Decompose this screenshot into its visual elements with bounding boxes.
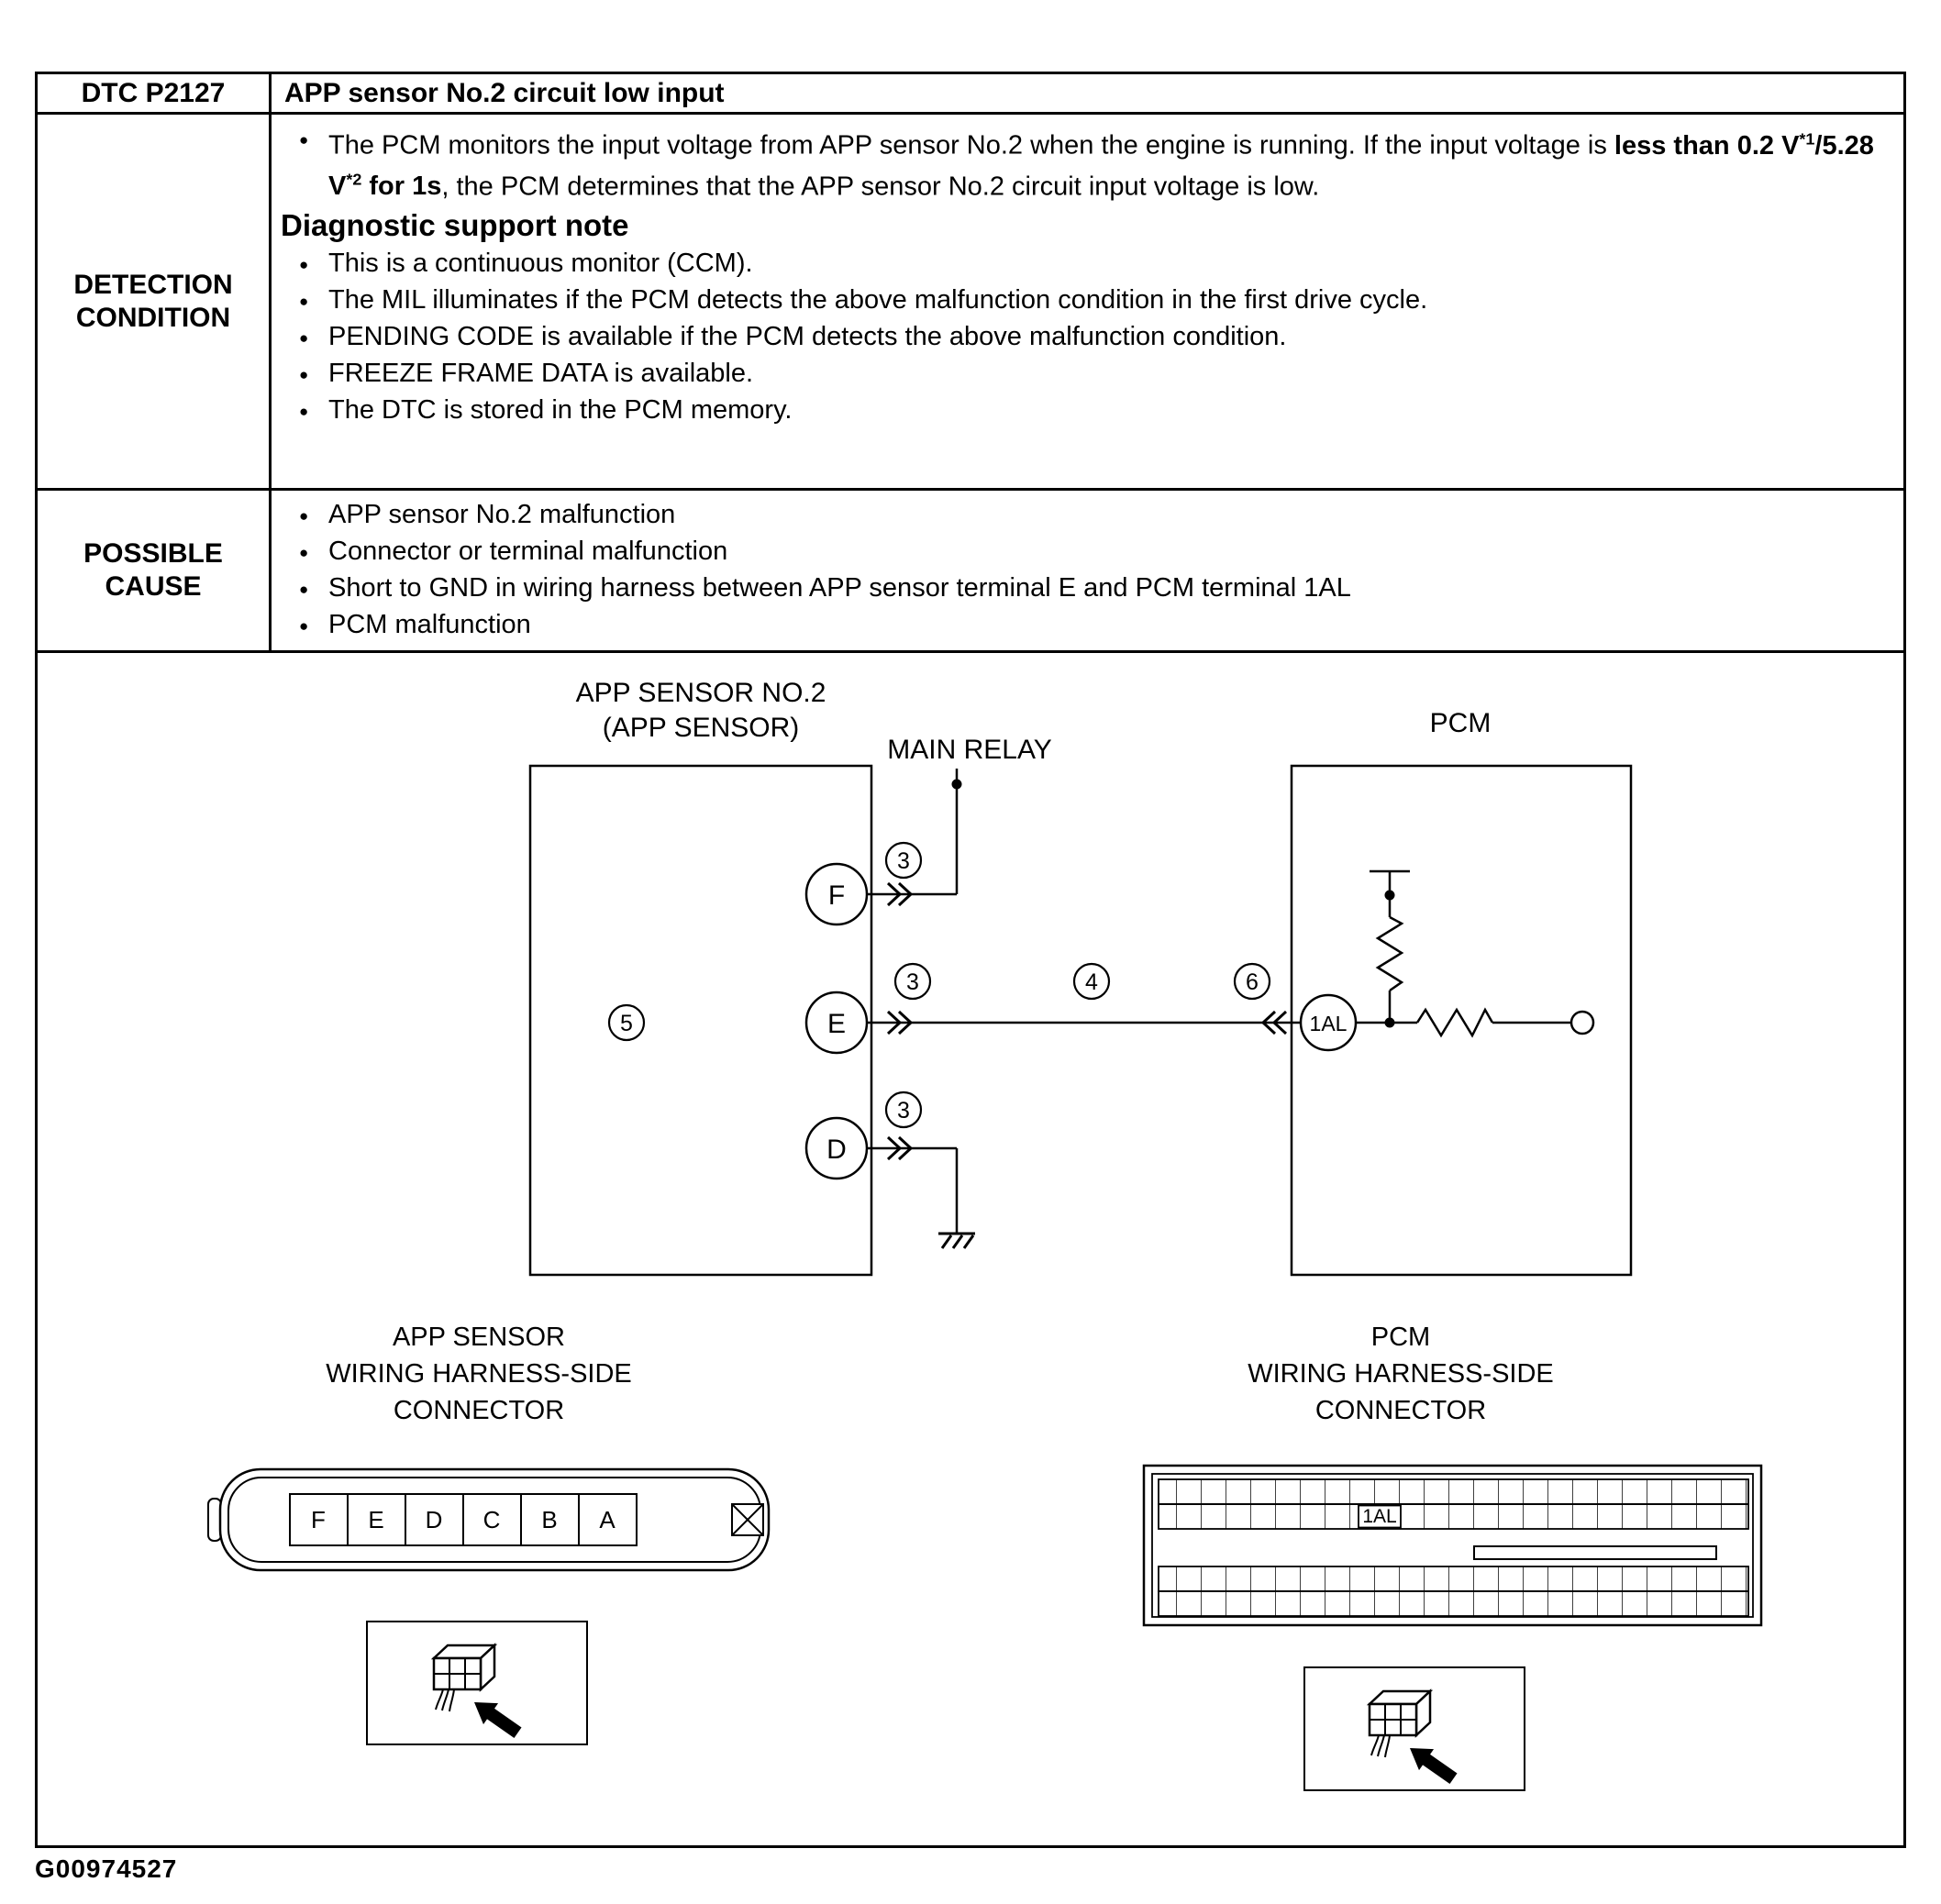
- wire-d-to-ground: [867, 1148, 957, 1234]
- bullet-text: Short to GND in wiring harness between APP sensor terminal E and PCM terminal 1AL: [328, 573, 1351, 603]
- cause-header-line2: CAUSE: [105, 571, 202, 602]
- right-connector-title1: PCM: [1370, 1323, 1431, 1352]
- detection-header-line1: DETECTION: [73, 269, 233, 300]
- bullet-item: [281, 283, 1889, 317]
- possible-cause-header: [37, 490, 271, 652]
- main-relay-label: MAIN RELAY: [887, 735, 1052, 765]
- pcm-grid-row: [1159, 1591, 1748, 1616]
- bullet-text: The PCM monitors the input voltage from APP sensor No.2 when the engine is running. If the input voltage is: [328, 130, 1614, 161]
- bullet-text: APP sensor No.2 malfunction: [328, 500, 676, 529]
- cavity-label: B: [541, 1506, 558, 1533]
- right-connector-title2: WIRING HARNESS-SIDE: [1248, 1359, 1554, 1389]
- app-sensor-label-line2: (APP SENSOR): [602, 713, 800, 743]
- detection-condition-row: [37, 114, 1905, 490]
- terminal-e-label: E: [826, 1009, 847, 1039]
- terminal-1al-label: 1AL: [1309, 1012, 1348, 1035]
- bullet-text: FREEZE FRAME DATA is available.: [328, 359, 754, 389]
- pcm-connector-slot: [1474, 1546, 1716, 1559]
- pcm-grid-row: [1159, 1479, 1748, 1504]
- detection-condition-body: [271, 114, 1905, 490]
- callout-number: 4: [1085, 969, 1098, 995]
- bullet-item: [281, 608, 1889, 642]
- pcm-grid-row: [1159, 1566, 1748, 1591]
- connector-view-icons: [367, 1622, 1525, 1790]
- detection-condition-header: [37, 114, 271, 490]
- left-connector-title2: WIRING HARNESS-SIDE: [326, 1359, 632, 1389]
- app-sensor-label-line1: APP SENSOR NO.2: [575, 678, 826, 708]
- bullet-text: PCM malfunction: [328, 610, 531, 639]
- dtc-header-row: [37, 73, 1905, 114]
- dtc-table: [35, 72, 1906, 1848]
- pcm-junction-dot: [1385, 1018, 1395, 1028]
- bullet-text: The MIL illuminates if the PCM detects the above malfunction condition in the first drive cycle.: [328, 285, 1428, 315]
- cavity-label: D: [425, 1506, 443, 1533]
- main-relay-junction-dot: [952, 780, 962, 790]
- callout-number: 3: [897, 1098, 910, 1124]
- bullet-item: [281, 571, 1889, 605]
- dtc-code: DTC P2127: [37, 73, 271, 114]
- detection-bullets-list: [281, 247, 1889, 427]
- right-connector-title3: CONNECTOR: [1314, 1396, 1487, 1425]
- bullet-text: This is a continuous monitor (CCM).: [328, 249, 753, 279]
- left-connector-title1: APP SENSOR: [392, 1323, 566, 1352]
- output-node-circle: [1571, 1012, 1593, 1034]
- callout-number: 6: [1246, 969, 1259, 995]
- pcm-label: PCM: [1429, 708, 1492, 738]
- bullet-text: The DTC is stored in the PCM memory.: [328, 395, 793, 426]
- bullet-item: [281, 247, 1889, 281]
- left-connector-title3: CONNECTOR: [393, 1396, 565, 1425]
- terminal-d-label: D: [826, 1135, 847, 1165]
- bullet-item: [281, 498, 1889, 532]
- pullup-top-dot: [1385, 891, 1395, 901]
- bullet-text: , the PCM determines that the APP sensor No.2 circuit input voltage is low.: [441, 172, 1320, 202]
- detection-bullets-top: [281, 122, 1889, 204]
- cause-header-line1: POSSIBLE: [83, 538, 223, 569]
- cavity-label: C: [482, 1506, 501, 1533]
- callout-number: 5: [620, 1011, 633, 1036]
- bullet-bold-text: for 1s: [361, 172, 442, 202]
- cavity-label: E: [368, 1506, 384, 1533]
- bullet-item: [281, 535, 1889, 569]
- wiring-diagram-cell: [37, 652, 1905, 1847]
- possible-cause-row: [37, 490, 1905, 652]
- bullet-item: [281, 320, 1889, 354]
- superscript-ref: *1: [1799, 129, 1815, 148]
- figure-id: G00974527: [35, 1854, 178, 1883]
- terminal-f-label: F: [827, 880, 846, 911]
- bullet-item: [281, 393, 1889, 427]
- pcm-connector-drawing: [1144, 1466, 1761, 1625]
- possible-cause-list: [281, 498, 1889, 642]
- series-resistor-icon: [1417, 1010, 1571, 1035]
- diagnostic-support-note-heading: Diagnostic support note: [281, 208, 629, 243]
- pcm-grid-row: [1159, 1504, 1748, 1529]
- possible-cause-body: [271, 490, 1905, 652]
- bullet-bold-text: /5.28 V: [328, 130, 1874, 202]
- wiring-diagram: [38, 653, 1903, 1845]
- bullet-bold-text: less than 0.2 V: [1614, 130, 1800, 161]
- bullet-item: [281, 122, 1889, 204]
- bullet-text: PENDING CODE is available if the PCM detects the above malfunction condition.: [328, 322, 1287, 352]
- dtc-title: APP sensor No.2 circuit low input: [271, 73, 1905, 114]
- cavity-label: A: [599, 1506, 616, 1533]
- superscript-ref: *2: [346, 170, 362, 189]
- pcm-terminal-1al-label: 1AL: [1362, 1506, 1397, 1527]
- callout-number: 3: [906, 969, 919, 995]
- cavity-label: F: [311, 1506, 326, 1533]
- bullet-text: Connector or terminal malfunction: [328, 537, 728, 566]
- callout-number: 3: [897, 848, 910, 874]
- bullet-item: [281, 357, 1889, 391]
- detection-header-line2: CONDITION: [75, 302, 231, 333]
- ground-icon: [938, 1234, 975, 1248]
- wiring-diagram-row: [37, 652, 1905, 1847]
